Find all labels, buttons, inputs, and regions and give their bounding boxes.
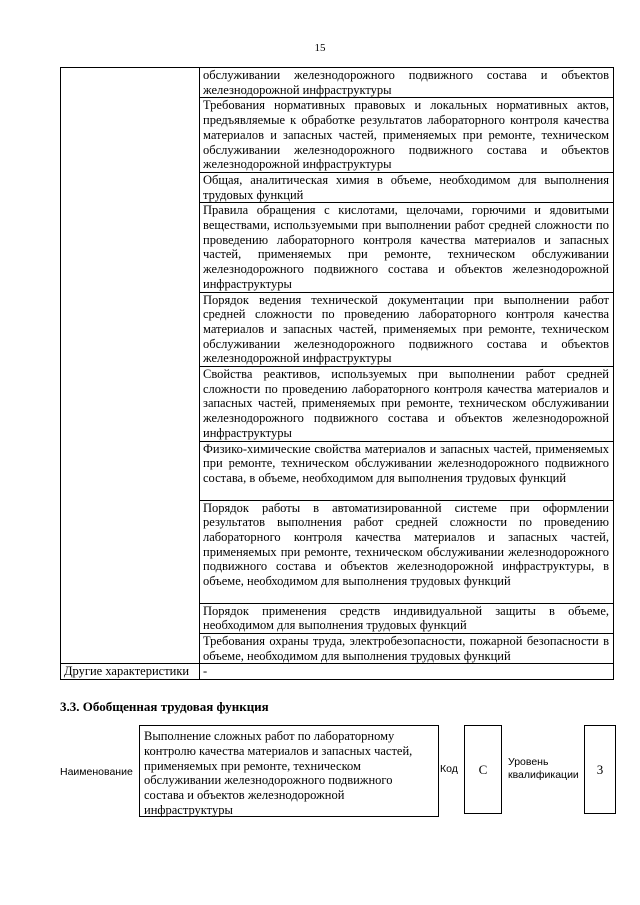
requirement-row: Требования охраны труда, электробезопасности, пожарной безопасности в объеме, необходимом для выполнения трудовых функций bbox=[200, 633, 614, 663]
qualification-level-label-text: Уровень квалификации bbox=[508, 756, 579, 781]
qualification-level-label bbox=[508, 756, 582, 782]
knowledge-label-cell bbox=[61, 68, 200, 664]
requirement-row: Свойства реактивов, используемых при выполнении работ средней сложности по проведению лабораторного контроля качества материалов и запасных частей, применяемых при ремонте, техническом обслуживании железнодорожного подвижного состава и объектов железнодорожной инфраструктуры bbox=[200, 367, 614, 442]
qualification-level-value: 3 bbox=[584, 725, 616, 814]
requirement-row: обслуживании железнодорожного подвижного состава и объектов железнодорожной инфраструктуры bbox=[200, 68, 614, 98]
requirement-row: Физико-химические свойства материалов и запасных частей, применяемых при ремонте, техническом обслуживании железнодорожного подвижного состава, в объеме, необходимом для выполнения трудовых функций bbox=[200, 441, 614, 500]
name-value: Выполнение сложных работ по лабораторному контролю качества материалов и запасных частей, применяемых при ремонте, техническом обслуживании железнодорожного подвижного состава и объектов железнодорожной инфраструктуры bbox=[139, 725, 439, 817]
requirement-row: Порядок ведения технической документации при выполнении работ средней сложности по проведению лабораторного контроля качества материалов и запасных частей, применяемых при ремонте, техническом обслуживании железнодорожного подвижного состава и объектов железнодорожной инфраструктуры bbox=[200, 292, 614, 367]
other-characteristics-label: Другие характеристики bbox=[61, 664, 200, 680]
requirement-row: Общая, аналитическая химия в объеме, необходимом для выполнения трудовых функций bbox=[200, 172, 614, 202]
requirements-table bbox=[60, 67, 614, 680]
code-label: Код bbox=[440, 763, 458, 775]
section-title: 3.3. Обобщенная трудовая функция bbox=[60, 699, 269, 714]
requirement-row: Правила обращения с кислотами, щелочами, горючими и ядовитыми веществами, используемыми при выполнении работ средней сложности по проведению лабораторного контроля качества материалов и запасных частей, применяемых при ремонте, техническом обслуживании железнодорожного подвижного состава и объектов железнодорожной инфраструктуры bbox=[200, 203, 614, 292]
page-number: 15 bbox=[314, 42, 326, 54]
code-value: C bbox=[464, 725, 502, 814]
other-characteristics-value: - bbox=[200, 664, 614, 680]
name-label: Наименование bbox=[60, 766, 133, 778]
requirement-row: Требования нормативных правовых и локальных нормативных актов, предъявляемые к обработке результатов лабораторного контроля качества материалов и запасных частей, применяемых при ремонте, техническом обслуживании железнодорожного подвижного состава и объектов железнодорожной инфраструктуры bbox=[200, 98, 614, 173]
requirement-row: Порядок работы в автоматизированной системе при оформлении результатов выполнения работ средней сложности по проведению лабораторного контроля качества материалов и запасных частей, применяемых при ремонте, техническом обслуживании железнодорожного подвижного состава и объектов железнодорожной инфраструктуры, в объеме, необходимом для выполнения трудовых функций bbox=[200, 500, 614, 603]
requirement-row: Порядок применения средств индивидуальной защиты в объеме, необходимом для выполнения трудовых функций bbox=[200, 603, 614, 633]
